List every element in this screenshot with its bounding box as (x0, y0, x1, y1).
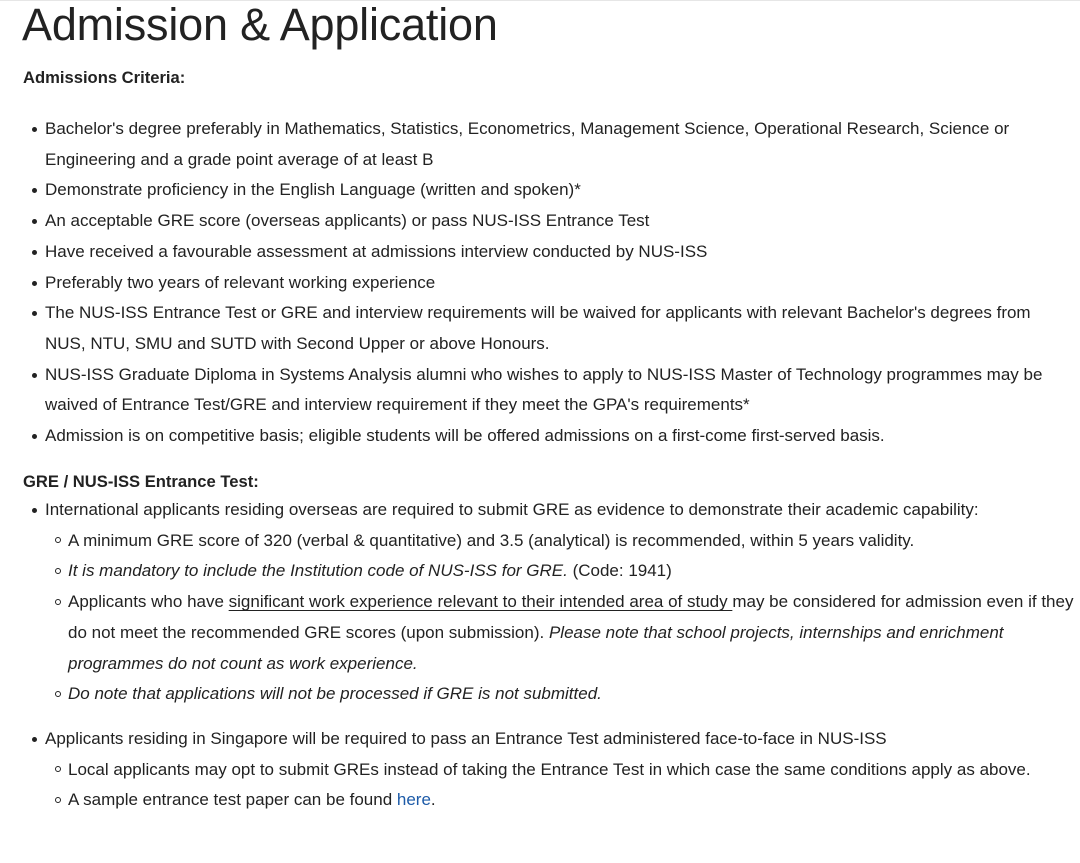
gre-entrance-test-heading: GRE / NUS-ISS Entrance Test: (23, 472, 259, 491)
sub-list-item: Local applicants may opt to submit GREs instead of taking the Entrance Test in which case the same conditions apply as above. (68, 755, 1075, 786)
sub-list-item (68, 587, 1075, 679)
list-item: Bachelor's degree preferably in Mathematics, Statistics, Econometrics, Management Science, Operational Research, Science or Engineering and a grade point average of at least B (45, 114, 1075, 175)
gre-entrance-test-list (0, 495, 1075, 816)
sample-paper-tail: . (430, 790, 436, 810)
spacer (45, 710, 1075, 724)
institution-code: (Code: 1941) (567, 561, 672, 581)
local-applicants-text: Applicants residing in Singapore will be required to pass an Entrance Test administered face-to-face in NUS-ISS (45, 728, 887, 748)
list-item: Have received a favourable assessment at admissions interview conducted by NUS-ISS (45, 237, 1075, 268)
list-item: Admission is on competitive basis; eligible students will be offered admissions on a first-come first-served basis. (45, 421, 1075, 452)
sub-list-item (68, 556, 1075, 587)
gre-not-submitted-note: Do note that applications will not be processed if GRE is not submitted. (68, 684, 602, 704)
admissions-criteria-heading: Admissions Criteria: (23, 68, 186, 87)
list-item: NUS-ISS Graduate Diploma in Systems Analysis alumni who wishes to apply to NUS-ISS Master of Technology programmes may be waived of Entrance Test/GRE and interview requirement if they meet the GPA's requirements* (45, 360, 1075, 421)
work-experience-mid: may be considered for admission even if they do not meet the recommended GRE scores (upon submission). (68, 592, 1074, 642)
work-experience-note: Please note that school projects, internships and enrichment programmes do not count as work experience. (68, 622, 1004, 673)
sub-list-item (68, 679, 1075, 710)
page-title: Admission & Application (22, 0, 498, 50)
international-sub-list (45, 526, 1075, 710)
sample-paper-link[interactable]: here (396, 790, 431, 810)
list-item: Preferably two years of relevant working experience (45, 268, 1075, 299)
sample-paper-lead: A sample entrance test paper can be found (68, 790, 397, 810)
sub-list-item: A minimum GRE score of 320 (verbal & quantitative) and 3.5 (analytical) is recommended, within 5 years validity. (68, 526, 1075, 557)
work-experience-emphasis: significant work experience relevant to their intended area of study (228, 592, 733, 612)
list-item-local-applicants (45, 724, 1075, 816)
admissions-criteria-list (0, 114, 1075, 452)
international-applicants-text: International applicants residing overseas are required to submit GRE as evidence to demonstrate their academic capability: (45, 500, 979, 519)
list-item-international-applicants (45, 495, 1075, 724)
list-item: The NUS-ISS Entrance Test or GRE and interview requirements will be waived for applicants with relevant Bachelor's degrees from NUS, NTU, SMU and SUTD with Second Upper or above Honours. (45, 298, 1075, 359)
work-experience-lead: Applicants who have (68, 592, 229, 612)
local-sub-list (45, 755, 1075, 816)
list-item: Demonstrate proficiency in the English Language (written and spoken)* (45, 175, 1075, 206)
list-item: An acceptable GRE score (overseas applicants) or pass NUS-ISS Entrance Test (45, 206, 1075, 237)
institution-code-note: It is mandatory to include the Institution code of NUS-ISS for GRE. (68, 561, 568, 581)
sub-list-item (68, 785, 1075, 816)
